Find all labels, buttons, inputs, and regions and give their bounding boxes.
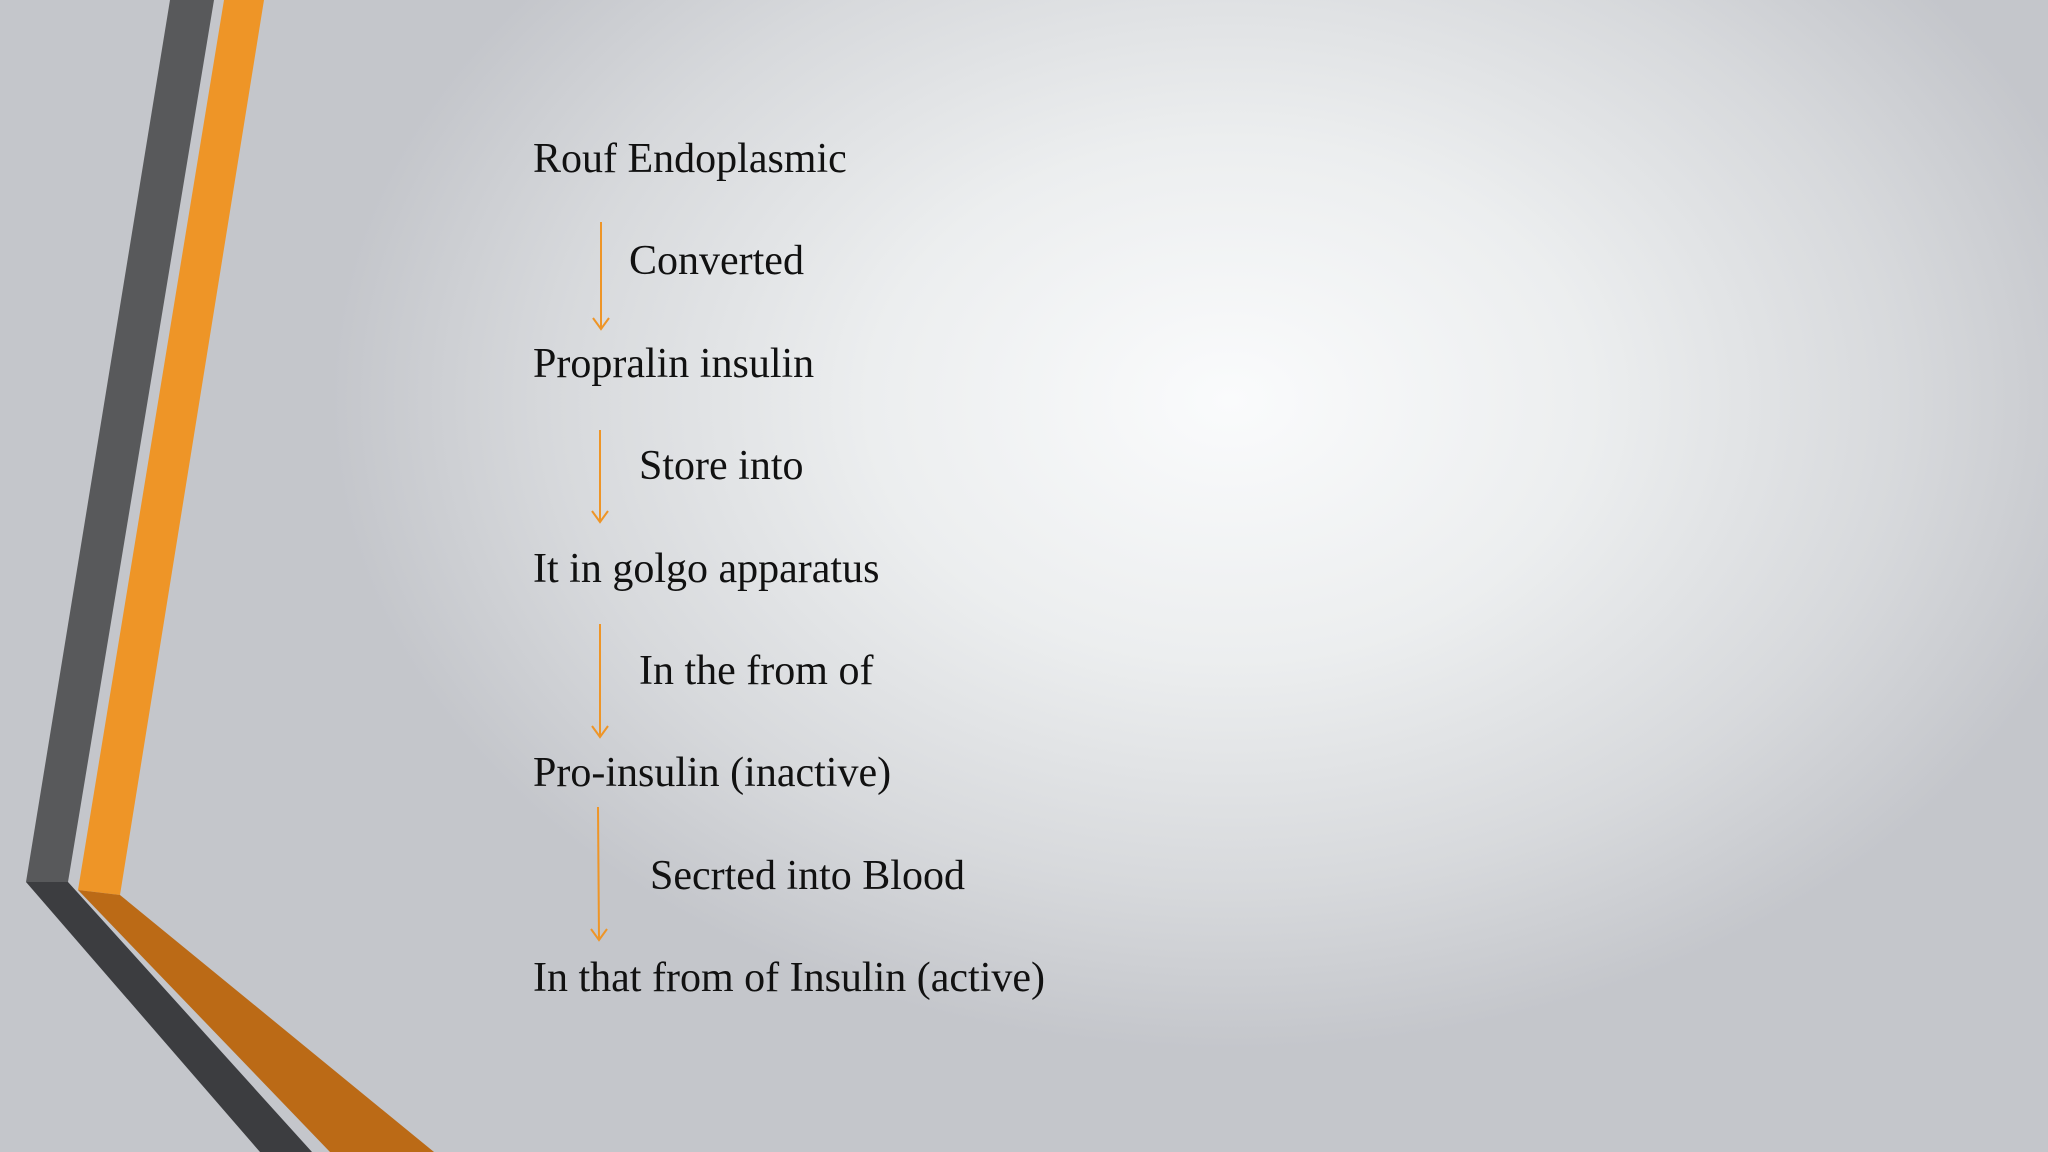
flow-step-golgi-apparatus: It in golgo apparatus [533, 546, 880, 592]
flow-step-propralin-insulin: Propralin insulin [533, 341, 815, 387]
gray-stripe-diagonal [26, 882, 312, 1152]
down-arrow-icon [589, 222, 613, 332]
link-label-converted: Converted [629, 238, 804, 284]
link-label-in-the-from-of: In the from of [639, 648, 874, 694]
link-label-store-into: Store into [639, 443, 804, 489]
down-arrow-icon [588, 624, 612, 740]
link-label-secreted-into-blood: Secrted into Blood [650, 853, 965, 899]
down-arrow-icon [587, 807, 611, 943]
flow-step-rough-endoplasmic: Rouf Endoplasmic [533, 136, 847, 182]
down-arrow-icon [588, 430, 612, 525]
flow-step-pro-insulin: Pro-insulin (inactive) [533, 750, 892, 796]
flow-step-active-insulin: In that from of Insulin (active) [533, 955, 1045, 1001]
